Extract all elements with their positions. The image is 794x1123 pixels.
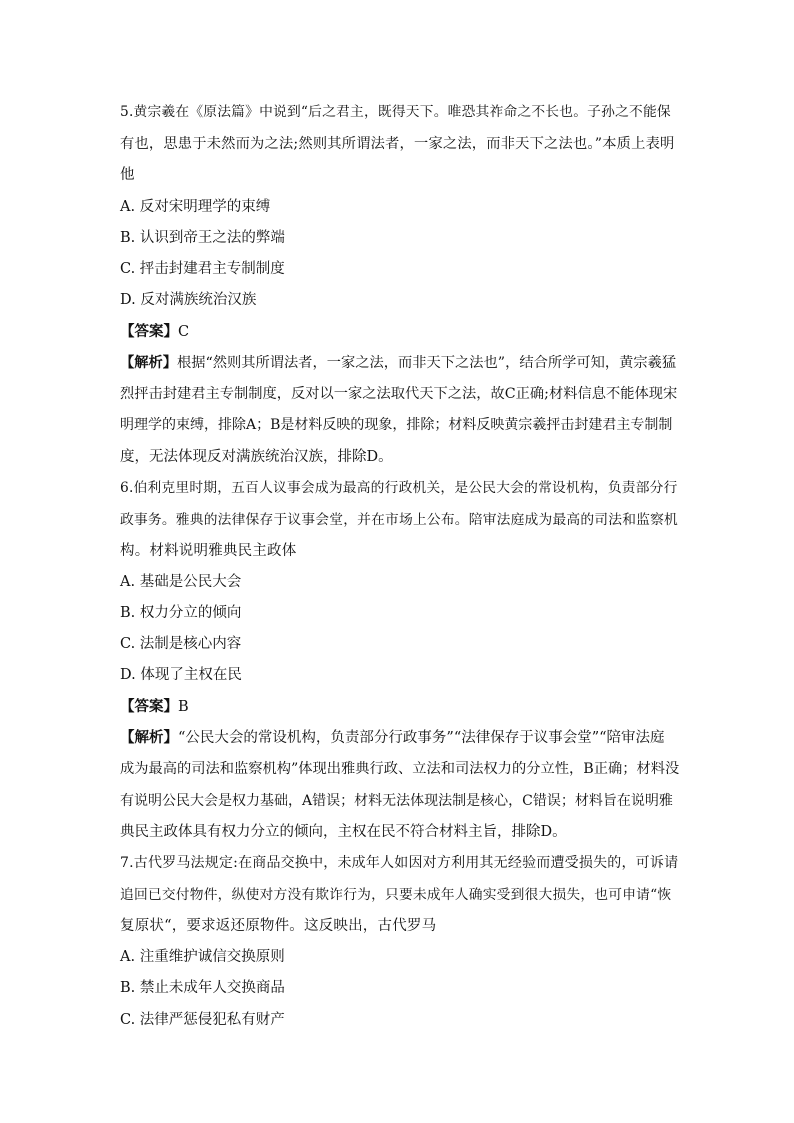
q5-stem-line-2: 有也，思患于未然而为之法;然则其所谓法者，一家之法，而非天下之法也。”本质上表明 bbox=[120, 136, 675, 152]
q6-analysis-line-3: 有说明公民大会是权力基础，A错误；材料无法体现法制是核心，C错误；材料旨在说明雅 bbox=[120, 793, 673, 809]
q6-option-b: B. 权力分立的倾向 bbox=[120, 605, 242, 621]
q7-option-c: C. 法律严惩侵犯私有财产 bbox=[120, 1012, 285, 1028]
q6-stem-line-2: 政事务。雅典的法律保存于议事会堂，并在市场上公布。陪审法庭成为最高的司法和监察机 bbox=[120, 512, 679, 528]
q6-option-c: C. 法制是核心内容 bbox=[120, 636, 242, 652]
answer-mark: 【答案】 bbox=[120, 698, 178, 715]
q5-analysis-line-1 bbox=[120, 353, 676, 373]
q5-answer bbox=[120, 322, 189, 342]
answer-mark: 【答案】 bbox=[120, 323, 178, 340]
q5-analysis-line-3: 明理学的束缚，排除A；B是材料反映的现象，排除；材料反映黄宗羲抨击封建君主专制制 bbox=[120, 417, 673, 433]
q6-analysis-line-1 bbox=[120, 728, 665, 748]
q5-analysis-line-2: 烈抨击封建君主专制制度，反对以一家之法取代天下之法，故C正确;材料信息不能体现宋 bbox=[120, 386, 678, 402]
q5-option-b: B. 认识到帝王之法的弊端 bbox=[120, 230, 285, 246]
analysis-text: “公民大会的常设机构，负责部分行政事务”“法律保存于议事会堂”“陪审法庭 bbox=[178, 730, 665, 746]
q7-option-a: A. 注重维护诚信交换原则 bbox=[120, 949, 285, 965]
q5-option-c: C. 抨击封建君主专制制度 bbox=[120, 261, 285, 277]
answer-value: C bbox=[178, 324, 190, 340]
q7-stem-line-2: 追回已交付物件，纵使对方没有欺诈行为，只要未成年人确实受到很大损失，也可申请“恢 bbox=[120, 887, 672, 903]
q5-analysis-line-4: 度，无法体现反对满族统治汉族，排除D。 bbox=[120, 449, 393, 465]
analysis-text: 根据“然则其所谓法者，一家之法，而非天下之法也”，结合所学可知，黄宗羲猛 bbox=[177, 355, 677, 371]
q7-stem-line-1: 7.古代罗马法规定:在商品交换中，未成年人如因对方利用其无经验而遭受损失的，可诉请 bbox=[120, 855, 679, 871]
q6-answer bbox=[120, 697, 189, 717]
q5-stem-line-3: 他 bbox=[120, 167, 135, 183]
q7-stem-line-3: 复原状“，要求返还原物件。这反映出，古代罗马 bbox=[120, 918, 437, 934]
q5-stem-line-1: 5.黄宗羲在《原法篇》中说到“后之君主，既得天下。唯恐其祚命之不长也。子孙之不能保 bbox=[120, 104, 671, 120]
q6-stem-line-3: 构。材料说明雅典民主政体 bbox=[120, 543, 297, 559]
q5-option-a: A. 反对宋明理学的束缚 bbox=[120, 199, 271, 215]
q6-analysis-line-4: 典民主政体具有权力分立的倾向，主权在民不符合材料主旨，排除D。 bbox=[120, 824, 567, 840]
q7-option-b: B. 禁止未成年人交换商品 bbox=[120, 980, 285, 996]
q6-analysis-line-2: 成为最高的司法和监察机构”体现出雅典行政、立法和司法权力的分立性，B正确；材料没 bbox=[120, 761, 680, 777]
answer-value: B bbox=[178, 699, 189, 715]
q6-stem-line-1: 6.伯利克里时期，五百人议事会成为最高的行政机关，是公民大会的常设机构，负责部分行 bbox=[120, 480, 678, 496]
analysis-mark: 【解析】 bbox=[120, 355, 178, 371]
analysis-mark: 【解析】 bbox=[120, 729, 178, 746]
q6-option-a: A. 基础是公民大会 bbox=[120, 574, 242, 590]
q5-option-d: D. 反对满族统治汉族 bbox=[120, 292, 257, 308]
q6-option-d: D. 体现了主权在民 bbox=[120, 667, 242, 683]
